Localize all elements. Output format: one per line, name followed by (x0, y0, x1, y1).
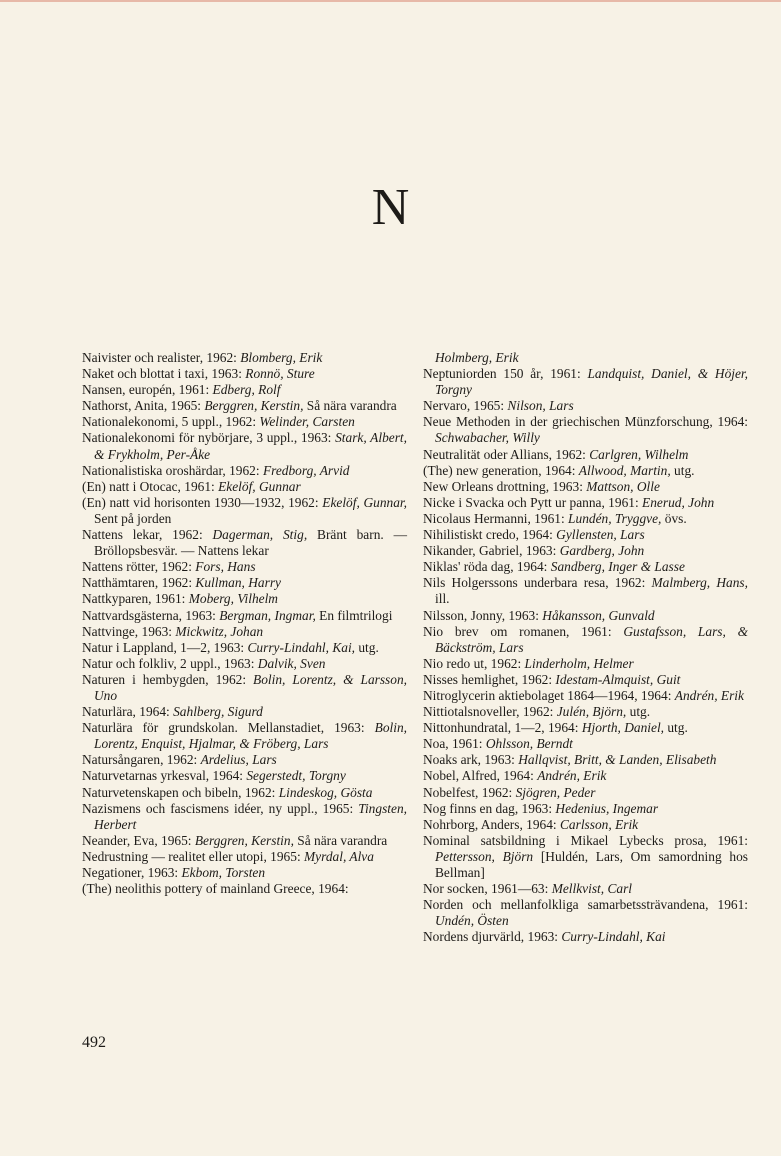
entry-author: Hjorth, Daniel, (581, 720, 665, 736)
entry-author: Enerud, John (642, 494, 715, 510)
index-entry (82, 559, 407, 575)
index-entry (423, 672, 748, 688)
entry-title: Noa, 1961: (423, 736, 486, 752)
entry-title: Nikander, Gabriel, 1963: (423, 543, 560, 559)
index-entry (82, 865, 407, 881)
entry-title: Nazismens och fascismens idéer, ny uppl., 1965: (82, 800, 359, 816)
entry-author: Stark, Albert, & Frykholm, Per-Åke (94, 430, 407, 462)
entry-author: Linderholm, Helmer (524, 655, 634, 671)
index-entry (423, 785, 748, 801)
index-entry (82, 640, 407, 656)
entry-author: Carlgren, Wilhelm (589, 446, 689, 462)
index-entry (82, 382, 407, 398)
entry-title: Nationalekonomi, 5 uppl., 1962: (82, 414, 260, 430)
index-entry (82, 672, 407, 704)
entry-author: Julén, Björn, (556, 704, 627, 720)
index-entry (423, 398, 748, 414)
entry-author: Sahlberg, Sigurd (173, 704, 263, 720)
entry-title: Nor socken, 1961—63: (423, 881, 552, 897)
entry-title: Nationalistiska oroshärdar, 1962: (82, 462, 263, 478)
entry-author: Carlsson, Erik (560, 816, 639, 832)
entry-title: Nio redo ut, 1962: (423, 655, 525, 671)
index-entry (82, 575, 407, 591)
index-entry (82, 591, 407, 607)
entry-author: Lindeskog, Gösta (278, 784, 373, 800)
index-entry (423, 527, 748, 543)
entry-author: Mellkvist, Carl (551, 881, 633, 897)
entry-title: Nittiotalsnoveller, 1962: (423, 704, 557, 720)
entry-title: Neue Methoden in der griechischen Münzforschung, 1964: (423, 414, 748, 430)
entry-title: Nobel, Alfred, 1964: (423, 768, 538, 784)
index-entry (423, 736, 748, 752)
index-entry (82, 801, 407, 833)
entry-title: Neander, Eva, 1965: (82, 832, 195, 848)
index-entry (82, 479, 407, 495)
entry-title: Nicke i Svacka och Pytt ur panna, 1961: (423, 494, 643, 510)
entry-title: Naturlära, 1964: (82, 704, 174, 720)
entry-title: Naturvetenskapen och bibeln, 1962: (82, 784, 279, 800)
index-entry (82, 849, 407, 865)
index-entry (82, 785, 407, 801)
entry-author: Idestam-Almquist, Guit (555, 671, 681, 687)
entry-author: Ardelius, Lars (200, 752, 277, 768)
entry-author: Dalvik, Sven (257, 655, 326, 671)
index-entry (423, 817, 748, 833)
index-entry (423, 463, 748, 479)
entry-author: Edberg, Rolf (212, 382, 281, 398)
entry-author: Gardberg, John (559, 543, 645, 559)
entry-remark: utg. (664, 720, 688, 736)
entry-title: Nils Holgerssons underbara resa, 1962: (423, 575, 652, 591)
entry-remark: utg. (355, 639, 379, 655)
entry-remark: [Huldén, Lars, Om samordning hos Bellman] (435, 848, 748, 880)
entry-title: Naturvetarnas yrkesval, 1964: (82, 768, 247, 784)
index-entry (82, 366, 407, 382)
entry-title: Nationalekonomi för nybörjare, 3 uppl., 1963: (82, 430, 336, 446)
entry-author: Bergman, Ingmar, (219, 607, 316, 623)
index-entry (423, 688, 748, 704)
entry-author: Ekelöf, Gunnar, (322, 494, 407, 510)
entry-title: Nilsson, Jonny, 1963: (423, 607, 543, 623)
index-entry (423, 897, 748, 929)
entry-remark: Så nära varandra (293, 832, 388, 848)
entry-author: Sjögren, Peder (515, 784, 596, 800)
index-entry (82, 833, 407, 849)
entry-author: Ronnö, Sture (245, 366, 315, 382)
entry-author: Berggren, Kerstin, (194, 832, 294, 848)
entry-title: (The) neolithis pottery of mainland Greece, 1964: (82, 881, 349, 897)
index-entry (423, 575, 748, 607)
entry-author: Schwabacher, Willy (435, 430, 540, 446)
index-entry (82, 624, 407, 640)
index-entry (423, 543, 748, 559)
entry-author: Ekelöf, Gunnar (218, 478, 301, 494)
index-entry (423, 447, 748, 463)
index-entry (423, 801, 748, 817)
entry-author: Moberg, Vilhelm (188, 591, 278, 607)
entry-author: Undén, Östen (435, 913, 509, 929)
entry-title: Nominal satsbildning i Mikael Lybecks prosa, 1961: (423, 832, 748, 848)
entry-author: Fors, Hans (195, 559, 256, 575)
index-entry (82, 398, 407, 414)
entry-author: Håkansson, Gunvald (542, 607, 655, 623)
entry-remark: Bränt barn. — Bröllopsbesvär. — Nattens lekar (94, 527, 407, 559)
index-entry (423, 414, 748, 446)
index-entry (82, 430, 407, 462)
entry-title: Niklas' röda dag, 1964: (423, 559, 551, 575)
entry-author: Segerstedt, Torgny (246, 768, 346, 784)
entry-title: Nisses hemlighet, 1962: (423, 671, 556, 687)
entry-title: Nohrborg, Anders, 1964: (423, 816, 560, 832)
index-entry (423, 720, 748, 736)
index-entry (82, 752, 407, 768)
entry-title: Natursångaren, 1962: (82, 752, 201, 768)
index-entry (423, 929, 748, 945)
entry-author: Ohlsson, Berndt (485, 736, 573, 752)
entry-author: Hedenius, Ingemar (555, 800, 659, 816)
page-number: 492 (82, 1034, 106, 1051)
entry-remark: En filmtrilogi (315, 607, 393, 623)
entry-author: Allwood, Martin, (578, 462, 671, 478)
index-entry (423, 366, 748, 398)
entry-author: Landquist, Daniel, & Höjer, Torgny (435, 366, 749, 398)
top-edge-line (0, 0, 781, 2)
entry-title: Neutralität oder Allians, 1962: (423, 446, 590, 462)
entry-title: Nattvinge, 1963: (82, 623, 176, 639)
index-entry (82, 608, 407, 624)
left-column (82, 350, 407, 897)
entry-author: Hallqvist, Britt, & Landen, Elisabeth (518, 752, 717, 768)
index-entry (82, 495, 407, 527)
entry-author: Nilson, Lars (507, 398, 574, 414)
index-entry (82, 527, 407, 559)
index-entry (423, 608, 748, 624)
index-entry (82, 656, 407, 672)
section-letter: N (371, 179, 410, 236)
entry-author: Lundén, Tryggve, (568, 510, 662, 526)
index-entry (82, 768, 407, 784)
index-entry (423, 511, 748, 527)
entry-author: Gustafsson, Lars, & Bäckström, Lars (435, 623, 748, 655)
entry-author: Andrén, Erik (537, 768, 607, 784)
entry-author: Welinder, Carsten (259, 414, 355, 430)
index-entry (423, 559, 748, 575)
index-entry (423, 768, 748, 784)
entry-remark: Sent på jorden (94, 510, 172, 526)
entry-author: Mattson, Olle (586, 478, 660, 494)
entry-title: Nordens djurvärld, 1963: (423, 929, 562, 945)
index-entry (423, 833, 748, 881)
right-column (423, 350, 748, 945)
index-entry (423, 624, 748, 656)
entry-title: Negationer, 1963: (82, 865, 182, 880)
entry-title: Nitroglycerin aktiebolaget 1864—1964, 1964: (423, 687, 675, 703)
entry-title: Norden och mellanfolkliga samarbetssträvandena, 1961: (423, 897, 748, 913)
entry-author: Fredborg, Arvid (262, 462, 350, 478)
index-entry (423, 350, 748, 366)
entry-author: Bolin, Lorentz, & Larsson, Uno (94, 671, 408, 703)
entry-title: Natur i Lappland, 1—2, 1963: (82, 639, 248, 655)
entry-author: Curry-Lindahl, Kai, (247, 639, 356, 655)
entry-title: New Orleans drottning, 1963: (423, 478, 587, 494)
entry-title: Nattens rötter, 1962: (82, 559, 196, 575)
entry-title: Nedrustning — realitet eller utopi, 1965: (82, 848, 305, 864)
entry-remark: Så nära varandra (303, 398, 397, 414)
entry-title: Nobelfest, 1962: (423, 784, 516, 800)
entry-title: Nihilistiskt credo, 1964: (423, 527, 557, 543)
entry-title: (The) new generation, 1964: (423, 462, 579, 478)
index-entry (82, 720, 407, 752)
index-entry (82, 881, 407, 897)
entry-title: Nicolaus Hermanni, 1961: (423, 510, 569, 526)
entry-author: Kullman, Harry (195, 575, 281, 591)
entry-title: Nathorst, Anita, 1965: (82, 398, 205, 414)
entry-remark: utg. (626, 704, 651, 720)
entry-author: Myrdal, Alva (304, 848, 374, 864)
index-entry (82, 704, 407, 720)
entry-title: Naket och blottat i taxi, 1963: (82, 366, 246, 382)
index-entry (423, 704, 748, 720)
entry-author: Andrén, Erik (674, 687, 744, 703)
entry-author: Blomberg, Erik (240, 350, 323, 365)
entry-title: Nio brev om romanen, 1961: (423, 623, 624, 639)
entry-author: Dagerman, Stig, (212, 527, 308, 543)
index-entry (82, 463, 407, 479)
index-entry (82, 350, 407, 366)
index-entry (82, 414, 407, 430)
entry-author: Mickwitz, Johan (175, 623, 264, 639)
entry-title: (En) natt i Otocac, 1961: (82, 478, 219, 494)
entry-title: Nog finns en dag, 1963: (423, 800, 556, 816)
entry-title: Noaks ark, 1963: (423, 752, 519, 768)
entry-author: Curry-Lindahl, Kai (561, 929, 666, 945)
entry-title: Neptuniorden 150 år, 1961: (423, 366, 588, 382)
entry-title: Natur och folkliv, 2 uppl., 1963: (82, 655, 258, 671)
entry-title: Nattens lekar, 1962: (82, 527, 213, 543)
entry-author: Bolin, Lorentz, Enquist, Hjalmar, & Fröberg, Lars (94, 720, 407, 752)
entry-author: Sandberg, Inger & Lasse (550, 559, 685, 575)
entry-title: Nittonhundratal, 1—2, 1964: (423, 720, 582, 736)
entry-title: Nansen, europén, 1961: (82, 382, 213, 398)
entry-title: Nervaro, 1965: (423, 398, 508, 414)
entry-remark: utg. (670, 462, 695, 478)
entry-author: Malmberg, Hans, (651, 575, 748, 591)
entry-remark: övs. (661, 510, 687, 526)
entry-title: Naturen i hembygden, 1962: (82, 671, 254, 687)
entry-title: Natthämtaren, 1962: (82, 575, 196, 591)
index-entry (423, 881, 748, 897)
entry-title: Nattvardsgästerna, 1963: (82, 607, 220, 623)
entry-title: Nattkyparen, 1961: (82, 591, 189, 607)
entry-author: Holmberg, Erik (435, 350, 519, 365)
index-entry (423, 752, 748, 768)
entry-remark: ill. (435, 591, 450, 607)
index-entry (423, 495, 748, 511)
entry-title: (En) natt vid horisonten 1930—1932, 1962: (82, 494, 323, 510)
entry-title: Naturlära för grundskolan. Mellanstadiet, 1963: (82, 720, 375, 736)
entry-author: Tingsten, Herbert (94, 800, 407, 832)
entry-author: Pettersson, Björn (435, 848, 534, 864)
entry-author: Gyllensten, Lars (556, 527, 645, 543)
entry-title: Naivister och realister, 1962: (82, 350, 241, 365)
entry-author: Berggren, Kerstin, (204, 398, 304, 414)
index-entry (423, 479, 748, 495)
entry-author: Ekbom, Torsten (181, 865, 266, 880)
index-entry (423, 656, 748, 672)
